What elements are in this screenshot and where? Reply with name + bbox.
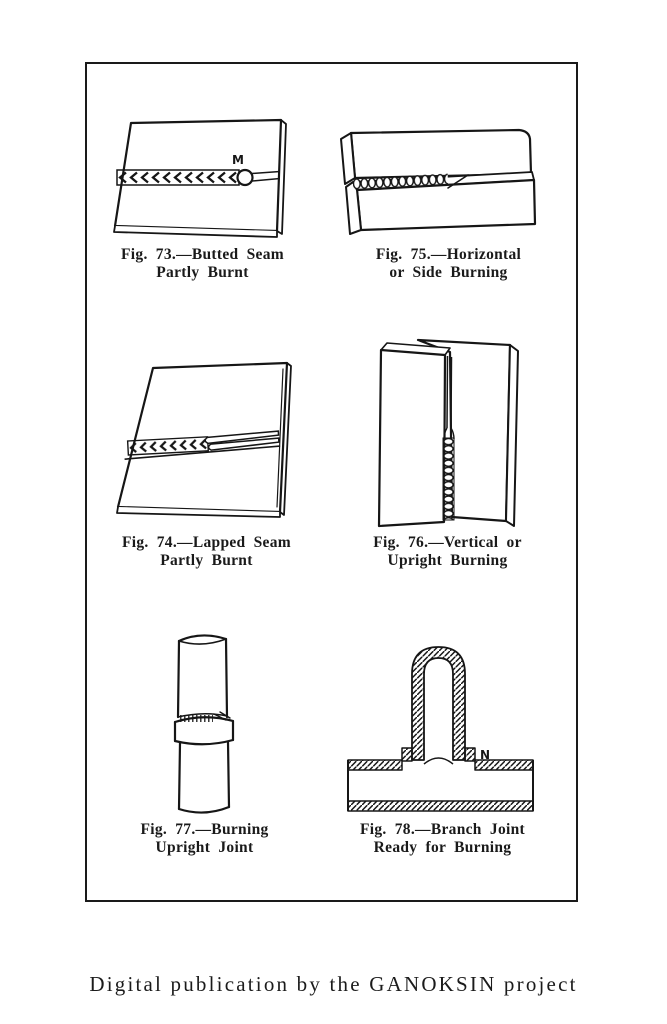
- caption-line-2: or Side Burning: [389, 263, 508, 281]
- caption-line-1: Fig. 73.—Butted Seam: [121, 246, 284, 263]
- footer-text: Digital publication by the GANOKSIN project: [89, 972, 578, 996]
- caption-line-1: Fig. 76.—Vertical or: [373, 534, 522, 551]
- caption-line-1: Fig. 74.—Lapped Seam: [121, 534, 291, 551]
- fig-75-caption: [346, 246, 551, 281]
- main-pipe-section: [348, 758, 533, 811]
- label-m: M: [232, 153, 244, 167]
- fig-73-caption: [100, 246, 305, 281]
- caption-line-1: Fig. 77.—Burning: [140, 821, 269, 838]
- caption-line-1: Fig. 78.—Branch Joint: [359, 821, 525, 838]
- fig-76-illustration: [372, 336, 522, 532]
- right-flange-tab: [465, 748, 475, 761]
- lower-pipe: [179, 742, 229, 813]
- torch-tip: [238, 170, 253, 185]
- fig-76-caption: [345, 534, 550, 569]
- fig-74-caption: [104, 534, 309, 569]
- fig-74-illustration: [108, 355, 294, 523]
- fig-78-caption: [340, 821, 545, 856]
- fig-73-illustration: [103, 112, 293, 244]
- left-flange-tab: [402, 748, 412, 761]
- branch-pipe-section: [402, 647, 475, 761]
- label-n: N: [480, 748, 491, 762]
- caption-line-2: Partly Burnt: [160, 551, 253, 569]
- caption-line-2: Ready for Burning: [373, 838, 512, 856]
- fig-78-illustration: [340, 640, 540, 818]
- caption-line-2: Partly Burnt: [156, 263, 249, 281]
- caption-line-2: Upright Joint: [155, 838, 254, 856]
- saddle-curve: [424, 758, 453, 764]
- fig-77-illustration: [152, 624, 252, 820]
- fig-75-illustration: [338, 124, 538, 242]
- caption-line-1: Fig. 75.—Horizontal: [375, 246, 522, 263]
- left-plate: [379, 343, 450, 526]
- upper-pipe: [178, 635, 227, 717]
- weld-collar: [175, 712, 233, 744]
- fig-77-caption: [102, 821, 307, 856]
- caption-line-2: Upright Burning: [387, 551, 508, 569]
